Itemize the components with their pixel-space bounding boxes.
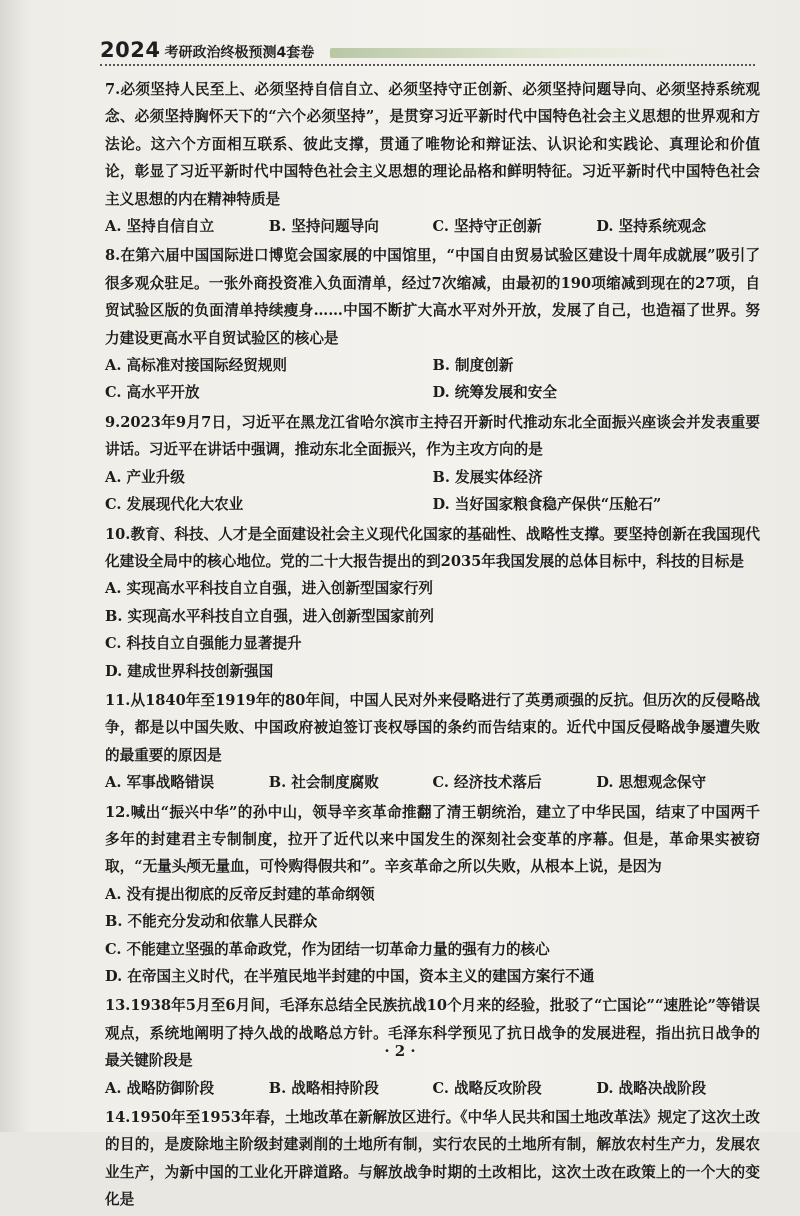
question-stem bbox=[105, 409, 760, 464]
option-c: C. 高水平开放 bbox=[105, 384, 200, 402]
option-c: C. 坚持守正创新 bbox=[432, 218, 542, 236]
option-a: A. 战略防御阶段 bbox=[105, 1079, 215, 1097]
question-12 bbox=[105, 799, 760, 991]
question-stem bbox=[105, 242, 760, 352]
question-10 bbox=[105, 521, 760, 685]
option-c: C. 不能建立坚强的革命政党，作为团结一切革命力量的强有力的核心 bbox=[105, 940, 550, 958]
header-book-title: 考研政治终极预测4套卷 bbox=[164, 45, 315, 61]
header-year: 2024 bbox=[100, 38, 161, 62]
question-text: 2023年9月7日，习近平在黑龙江省哈尔滨市主持召开新时代推动东北全面振兴座谈会并发表重要讲话。习近平在讲话中强调，推动东北全面振兴，作为主攻方向的是 bbox=[105, 413, 760, 459]
question-text: 教育、科技、人才是全面建设社会主义现代化国家的基础性、战略性支撑。要坚持创新在我国现代化建设全局中的核心地位。党的二十大报告提出的到2035年我国发展的总体目标中，科技的目标是 bbox=[105, 525, 760, 570]
question-number: 11. bbox=[105, 691, 131, 709]
question-11 bbox=[105, 687, 760, 797]
header-decoration-bar bbox=[330, 48, 690, 58]
option-b: B. 制度创新 bbox=[432, 357, 514, 375]
question-text: 1938年5月至6月间，毛泽东总结全民族抗战10个月来的经验，批驳了“亡国论”“速胜论”等错误观点，系统地阐明了持久战的战略总方针。毛泽东科学预见了抗日战争的发展进程，指出抗日战争的最关键阶段是 bbox=[105, 997, 760, 1070]
question-stem bbox=[105, 687, 760, 769]
question-text: 从1840年至1919年的80年间，中国人民对外来侵略进行了英勇顽强的反抗。但历次的反侵略战争，都是以中国失败、中国政府被迫签订丧权辱国的条约而告结束的。近代中国反侵略战争屡遭失败的最重要的原因是 bbox=[105, 691, 760, 764]
header-dotted-rule bbox=[100, 64, 755, 66]
question-stem bbox=[105, 992, 760, 1074]
page-header bbox=[0, 0, 800, 62]
option-b: B. 坚持问题导向 bbox=[268, 218, 379, 236]
option-c: C. 战略反攻阶段 bbox=[432, 1079, 542, 1097]
option-d: D. 在帝国主义时代，在半殖民地半封建的中国，资本主义的建国方案行不通 bbox=[105, 968, 595, 985]
question-number: 10. bbox=[105, 525, 131, 543]
option-a: A. 产业升级 bbox=[105, 468, 185, 486]
question-14 bbox=[105, 1104, 760, 1214]
option-d: D. 思想观念保守 bbox=[596, 774, 707, 792]
question-number: 7. bbox=[105, 81, 121, 98]
option-a: A. 军事战略错误 bbox=[105, 774, 215, 792]
option-b: B. 不能充分发动和依靠人民群众 bbox=[105, 913, 318, 931]
option-a: A. 没有提出彻底的反帝反封建的革命纲领 bbox=[105, 885, 375, 903]
option-a: A. 坚持自信自立 bbox=[105, 218, 215, 236]
option-c: C. 科技自立自强能力显著提升 bbox=[105, 635, 302, 653]
option-d: D. 战略决战阶段 bbox=[596, 1079, 707, 1097]
header-title bbox=[100, 38, 314, 62]
option-b: B. 战略相持阶段 bbox=[268, 1079, 379, 1097]
question-number: 13. bbox=[105, 997, 131, 1015]
option-grid bbox=[105, 464, 760, 519]
question-stem bbox=[105, 76, 760, 213]
question-number: 12. bbox=[105, 803, 131, 821]
question-stem bbox=[105, 799, 760, 881]
option-row bbox=[105, 213, 760, 240]
question-text: 1950年至1953年春，土地改革在新解放区进行。《中华人民共和国土地改革法》规定了这次土改的目的，是废除地主阶级封建剥削的土地所有制，实行农民的土地所有制，解放农村生产力，发展农业生产，为新中国的工业化开辟道路。与解放战争时期的土改相比，这次土改在政策上的一个大的变化是 bbox=[105, 1109, 760, 1209]
option-b: B. 社会制度腐败 bbox=[268, 774, 379, 792]
question-text: 喊出“振兴中华”的孙中山，领导辛亥革命推翻了清王朝统治，建立了中华民国，结束了中国两千多年的封建君主专制制度，拉开了近代以来中国发生的深刻社会变革的序幕。但是，革命果实被窃取，“无量头颅无量血，可怜购得假共和”。辛亥革命之所以失败，从根本上说，是因为 bbox=[105, 803, 760, 876]
page-number: · 2 · bbox=[384, 1042, 416, 1060]
option-grid bbox=[105, 352, 760, 407]
question-9 bbox=[105, 409, 760, 519]
question-stem bbox=[105, 521, 760, 576]
option-c: C. 发展现代化大农业 bbox=[105, 496, 244, 514]
option-d: D. 建成世界科技创新强国 bbox=[105, 662, 274, 680]
option-row bbox=[105, 769, 760, 796]
question-text: 必须坚持人民至上、必须坚持自信自立、必须坚持守正创新、必须坚持问题导向、必须坚持系统观念、必须坚持胸怀天下的“六个必须坚持”，是贯穿习近平新时代中国特色社会主义思想的世界观和方法论。这六个方面相互联系、彼此支撑，贯通了唯物论和辩证法、认识论和实践论、真理论和价值论，彰显了习近平新时代中国特色社会主义思想的理论品格和鲜明特征。习近平新时代中国特色社会主义思想的内在精神特质是 bbox=[105, 81, 760, 208]
option-d: D. 统筹发展和安全 bbox=[432, 384, 557, 402]
question-stem bbox=[105, 1104, 760, 1214]
option-b: B. 发展实体经济 bbox=[432, 468, 543, 486]
option-b: B. 实现高水平科技自立自强，进入创新型国家前列 bbox=[105, 607, 434, 625]
option-row bbox=[105, 1075, 760, 1102]
question-7 bbox=[105, 76, 760, 240]
option-list bbox=[105, 575, 760, 685]
option-a: A. 实现高水平科技自立自强，进入创新型国家行列 bbox=[105, 580, 433, 598]
question-number: 14. bbox=[105, 1109, 131, 1127]
question-8 bbox=[105, 242, 760, 406]
option-list bbox=[105, 881, 760, 991]
option-c: C. 经济技术落后 bbox=[432, 774, 542, 792]
question-number: 8. bbox=[105, 247, 121, 265]
question-number: 9. bbox=[105, 413, 121, 431]
option-d: D. 坚持系统观念 bbox=[596, 218, 707, 236]
option-d: D. 当好国家粮食稳产保供“压舱石” bbox=[432, 496, 662, 514]
question-text: 在第六届中国国际进口博览会国家展的中国馆里，“中国自由贸易试验区建设十周年成就展”吸引了很多观众驻足。一张外商投资准入负面清单，经过7次缩减，由最初的190项缩减到现在的27项，自贸试验区版的负面清单持续瘦身……中国不断扩大高水平对外开放，发展了自己，也造福了世界。努力建设更高水平自贸试验区的核心是 bbox=[105, 247, 760, 347]
option-a: A. 高标准对接国际经贸规则 bbox=[105, 357, 288, 375]
